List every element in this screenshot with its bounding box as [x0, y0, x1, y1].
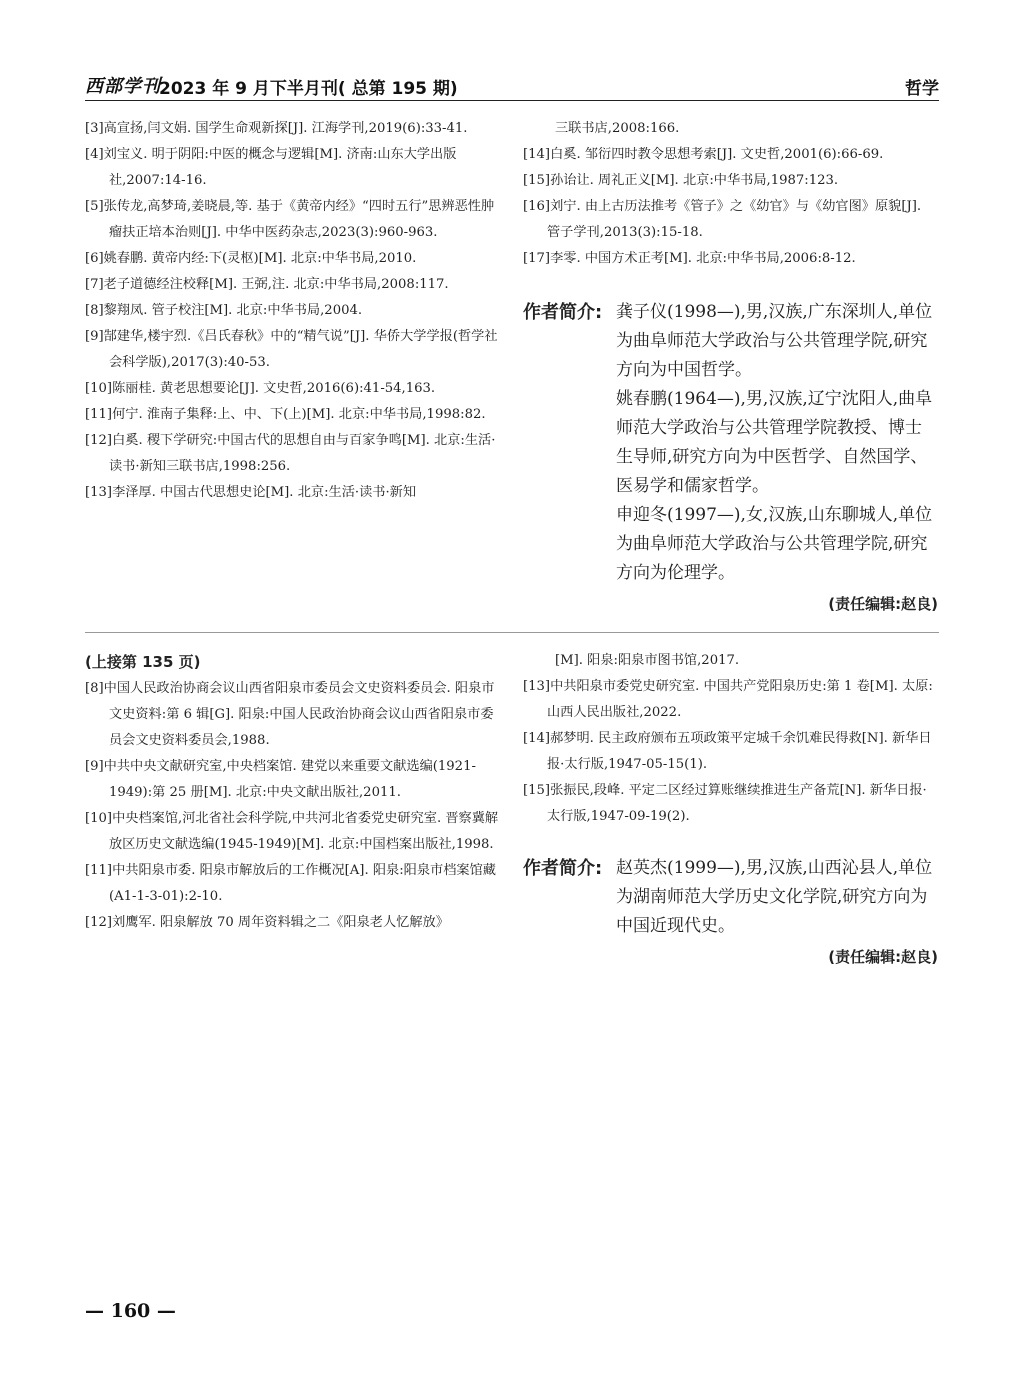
author-bio-top: [523, 298, 938, 619]
reference-item: [3]高宣扬,闫文娟. 国学生命观新探[J]. 江海学刊,2019(6):33-41.: [85, 121, 468, 136]
reference-item: [8]中国人民政治协商会议山西省阳泉市委员会文史资料委员会. 阳泉市文史资料:第 6 辑[G]. 阳泉:中国人民政治协商会议山西省阳泉市委员会文史资料委员会,1988.: [85, 681, 495, 748]
reference-item: [6]姚春鹏. 黄帝内经:下(灵枢)[M]. 北京:中华书局,2010.: [85, 251, 417, 266]
reference-item: [8]黎翔凤. 管子校注[M]. 北京:中华书局,2004.: [85, 303, 363, 318]
reference-item: [9]中共中央文献研究室,中央档案馆. 建党以来重要文献选编(1921-1949):第 25 册[M]. 北京:中央文献出版社,2011.: [85, 759, 476, 800]
reference-item: [12]白奚. 稷下学研究:中国古代的思想自由与百家争鸣[M]. 北京:生活·读书·新知三联书店,1998:256.: [85, 433, 496, 474]
reference-item: [10]中央档案馆,河北省社会科学院,中共河北省委党史研究室. 晋察冀解放区历史文献选编(1945-1949)[M]. 北京:中国档案出版社,1998.: [85, 811, 499, 852]
issue-info: 2023 年 9 月下半月刊( 总第 195 期): [159, 79, 458, 99]
author-bio-bottom: [523, 854, 938, 972]
reference-continuation: 三联书店,2008:166.: [555, 121, 680, 136]
reference-item: [11]中共阳泉市委. 阳泉市解放后的工作概况[A]. 阳泉:阳泉市档案馆藏(A1-1-3-01):2-10.: [85, 863, 496, 904]
page-number: — 160 —: [85, 1300, 176, 1322]
journal-logo: 西部学刊: [85, 76, 161, 97]
references-left-top: [85, 116, 500, 506]
reference-item: [14]郝梦明. 民主政府颁布五项政策平定城千余饥难民得救[N]. 新华日报·太行版,1947-05-15(1).: [523, 731, 932, 772]
editor-note: (责任编辑:赵良): [828, 595, 938, 613]
reference-item: [13]李泽厚. 中国古代思想史论[M]. 北京:生活·读书·新知: [85, 485, 417, 500]
reference-item: [5]张传龙,高梦琦,姜晓晨,等. 基于《黄帝内经》“四时五行”思辨恶性肿瘤扶正培本治则[J]. 中华中医药杂志,2023(3):960-963.: [85, 199, 495, 240]
references-left-bottom: [85, 648, 500, 936]
running-header: [85, 72, 939, 98]
reference-item: [15]孙诒让. 周礼正义[M]. 北京:中华书局,1987:123.: [523, 173, 839, 188]
author-bio-paragraph: 申迎冬(1997—),女,汉族,山东聊城人,单位为曲阜师范大学政治与公共管理学院,研究方向为伦理学。: [616, 505, 933, 583]
continued-note: (上接第 135 页): [85, 653, 201, 671]
editor-note: (责任编辑:赵良): [828, 948, 938, 966]
reference-item: [10]陈丽桂. 黄老思想要论[J]. 文史哲,2016(6):41-54,163.: [85, 381, 436, 396]
section-title: 哲学: [905, 79, 939, 99]
reference-item: [4]刘宝义. 明于阴阳:中医的概念与逻辑[M]. 济南:山东大学出版社,2007:14-16.: [85, 147, 457, 188]
references-right-top: [523, 116, 938, 272]
reference-item: [13]中共阳泉市委党史研究室. 中国共产党阳泉历史:第 1 卷[M]. 太原:山西人民出版社,2022.: [523, 679, 933, 720]
reference-item: [16]刘宁. 由上古历法推考《管子》之《幼官》与《幼官图》原貌[J]. 管子学刊,2013(3):15-18.: [523, 199, 922, 240]
reference-item: [15]张振民,段峰. 平定二区经过算账继续推进生产备荒[N]. 新华日报·太行版,1947-09-19(2).: [523, 783, 927, 824]
author-bio-paragraph: 龚子仪(1998—),男,汉族,广东深圳人,单位为曲阜师范大学政治与公共管理学院,研究方向为中国哲学。: [616, 302, 933, 380]
reference-item: [7]老子道德经注校释[M]. 王弼,注. 北京:中华书局,2008:117.: [85, 277, 449, 292]
reference-item: [9]郜建华,楼宇烈.《吕氏春秋》中的“精气说”[J]. 华侨大学学报(哲学社会科学版),2017(3):40-53.: [85, 329, 498, 370]
header-rule: [85, 100, 939, 101]
author-bio-paragraph: 赵英杰(1999—),男,汉族,山西沁县人,单位为湖南师范大学历史文化学院,研究方向为中国近现代史。: [616, 858, 933, 936]
reference-item: [14]白奚. 邹衍四时教令思想考索[J]. 文史哲,2001(6):66-69.: [523, 147, 884, 162]
reference-item: [17]李零. 中国方术正考[M]. 北京:中华书局,2006:8-12.: [523, 251, 856, 266]
author-bio-label: 作者简介:: [523, 302, 603, 323]
reference-item: [11]何宁. 淮南子集释:上、中、下(上)[M]. 北京:中华书局,1998:82.: [85, 407, 486, 422]
article-separator: [85, 632, 939, 633]
reference-item: [12]刘鹰军. 阳泉解放 70 周年资料辑之二《阳泉老人忆解放》: [85, 915, 449, 930]
author-bio-paragraph: 姚春鹏(1964—),男,汉族,辽宁沈阳人,曲阜师范大学政治与公共管理学院教授、博士生导师,研究方向为中医哲学、自然国学、医易学和儒家哲学。: [616, 389, 933, 496]
references-right-bottom: [523, 648, 938, 830]
reference-continuation: [M]. 阳泉:阳泉市图书馆,2017.: [555, 653, 740, 668]
author-bio-label: 作者简介:: [523, 858, 603, 879]
